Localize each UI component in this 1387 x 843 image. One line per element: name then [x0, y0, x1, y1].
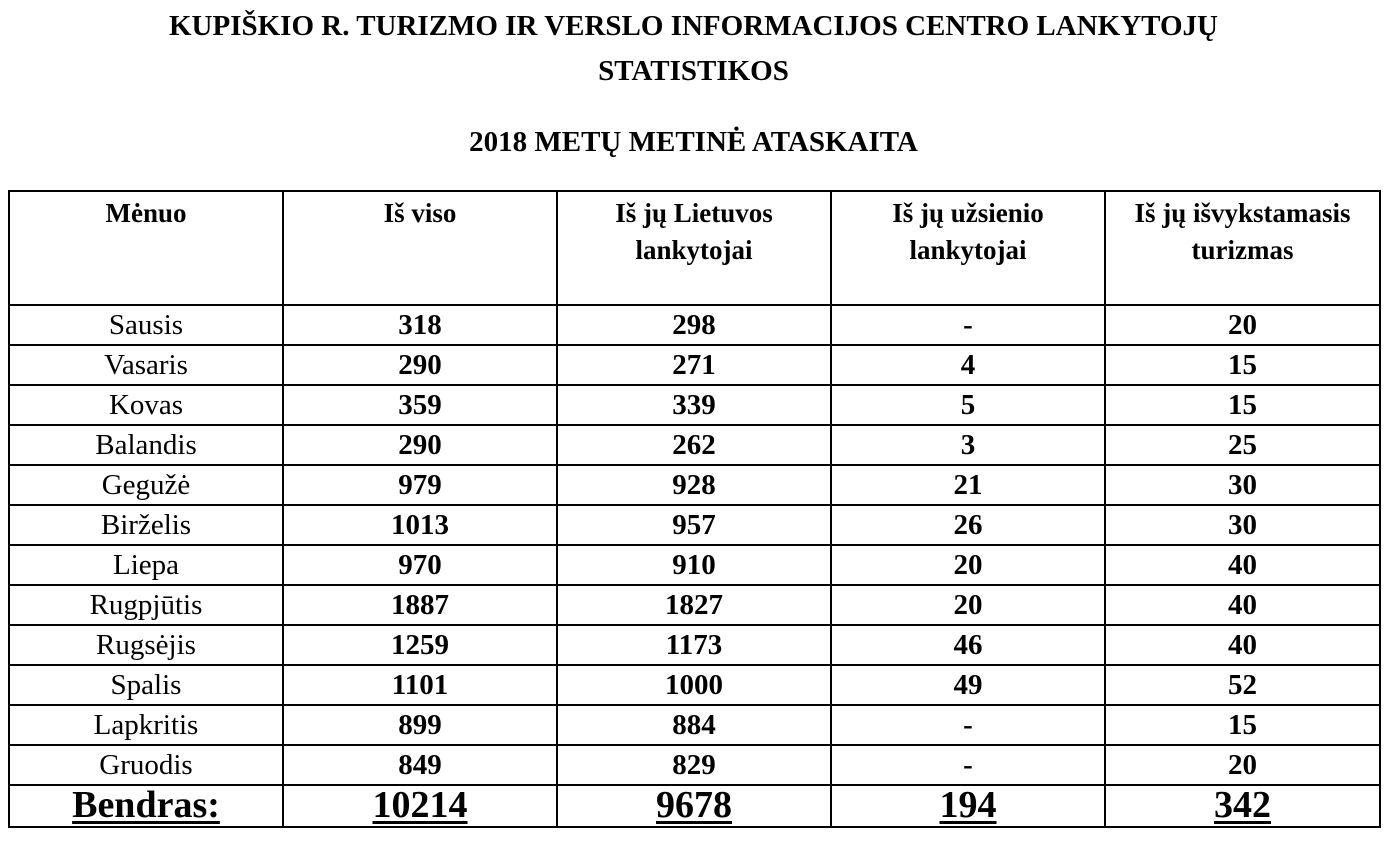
- title-line-2: STATISTIKOS: [598, 55, 789, 87]
- month-cell: Gruodis: [9, 745, 283, 785]
- outbound-tourism-cell: 52: [1105, 665, 1380, 705]
- outbound-tourism-cell: 30: [1105, 465, 1380, 505]
- outbound-total-cell: 342: [1105, 785, 1380, 827]
- foreign-visitors-cell: -: [831, 745, 1105, 785]
- total-cell: 970: [283, 545, 557, 585]
- total-label: Bendras:: [9, 785, 283, 827]
- total-cell: 849: [283, 745, 557, 785]
- month-cell: Liepa: [9, 545, 283, 585]
- total-cell: 1887: [283, 585, 557, 625]
- foreign-visitors-cell: 20: [831, 585, 1105, 625]
- table-row: [9, 465, 1380, 505]
- month-cell: Balandis: [9, 425, 283, 465]
- outbound-tourism-cell: 25: [1105, 425, 1380, 465]
- lithuanian-visitors-cell: 884: [557, 705, 831, 745]
- table-body: [9, 305, 1380, 827]
- foreign-total-cell: 194: [831, 785, 1105, 827]
- table-row: [9, 345, 1380, 385]
- month-cell: Kovas: [9, 385, 283, 425]
- foreign-visitors-cell: 21: [831, 465, 1105, 505]
- outbound-tourism-cell: 40: [1105, 585, 1380, 625]
- outbound-tourism-cell: 15: [1105, 345, 1380, 385]
- month-cell: Rugpjūtis: [9, 585, 283, 625]
- table-row: [9, 305, 1380, 345]
- month-cell: Sausis: [9, 305, 283, 345]
- foreign-visitors-cell: 46: [831, 625, 1105, 665]
- table-row: [9, 425, 1380, 465]
- total-cell: 318: [283, 305, 557, 345]
- month-cell: Lapkritis: [9, 705, 283, 745]
- outbound-tourism-cell: 30: [1105, 505, 1380, 545]
- document-subtitle: [0, 120, 1387, 165]
- outbound-tourism-cell: 20: [1105, 745, 1380, 785]
- lithuanian-visitors-cell: 829: [557, 745, 831, 785]
- foreign-visitors-cell: -: [831, 305, 1105, 345]
- column-header-month: Mėnuo: [9, 191, 283, 305]
- table-row: [9, 585, 1380, 625]
- month-cell: Spalis: [9, 665, 283, 705]
- table-row: [9, 665, 1380, 705]
- lithuanian-total-cell: 9678: [557, 785, 831, 827]
- table-header-row: [9, 191, 1380, 305]
- table-row: [9, 545, 1380, 585]
- month-cell: Birželis: [9, 505, 283, 545]
- total-cell: 359: [283, 385, 557, 425]
- foreign-visitors-cell: 3: [831, 425, 1105, 465]
- outbound-tourism-cell: 40: [1105, 625, 1380, 665]
- outbound-tourism-cell: 15: [1105, 385, 1380, 425]
- foreign-visitors-cell: 20: [831, 545, 1105, 585]
- lithuanian-visitors-cell: 298: [557, 305, 831, 345]
- outbound-tourism-cell: 15: [1105, 705, 1380, 745]
- outbound-tourism-cell: 40: [1105, 545, 1380, 585]
- title-line-1: KUPIŠKIO R. TURIZMO IR VERSLO INFORMACIJOS CENTRO LANKYTOJŲ: [169, 10, 1218, 42]
- document-title: [0, 4, 1387, 94]
- total-cell: 899: [283, 705, 557, 745]
- column-header-foreign-visitors: Iš jų užsienio lankytojai: [831, 191, 1105, 305]
- lithuanian-visitors-cell: 1827: [557, 585, 831, 625]
- total-row: [9, 785, 1380, 827]
- lithuanian-visitors-cell: 1000: [557, 665, 831, 705]
- lithuanian-visitors-cell: 910: [557, 545, 831, 585]
- total-cell: 1013: [283, 505, 557, 545]
- month-cell: Gegužė: [9, 465, 283, 505]
- lithuanian-visitors-cell: 262: [557, 425, 831, 465]
- foreign-visitors-cell: -: [831, 705, 1105, 745]
- total-cell: 290: [283, 345, 557, 385]
- total-cell: 290: [283, 425, 557, 465]
- lithuanian-visitors-cell: 928: [557, 465, 831, 505]
- table-row: [9, 505, 1380, 545]
- foreign-visitors-cell: 5: [831, 385, 1105, 425]
- column-header-lithuanian-visitors: Iš jų Lietuvos lankytojai: [557, 191, 831, 305]
- column-header-outbound-tourism: Iš jų išvykstamasis turizmas: [1105, 191, 1380, 305]
- foreign-visitors-cell: 4: [831, 345, 1105, 385]
- month-cell: Rugsėjis: [9, 625, 283, 665]
- total-cell: 979: [283, 465, 557, 505]
- column-header-total: Iš viso: [283, 191, 557, 305]
- lithuanian-visitors-cell: 339: [557, 385, 831, 425]
- grand-total-cell: 10214: [283, 785, 557, 827]
- report-subtitle: 2018 METŲ METINĖ ATASKAITA: [469, 126, 918, 158]
- lithuanian-visitors-cell: 957: [557, 505, 831, 545]
- visitor-statistics-table: [8, 190, 1381, 828]
- outbound-tourism-cell: 20: [1105, 305, 1380, 345]
- total-cell: 1101: [283, 665, 557, 705]
- table-row: [9, 745, 1380, 785]
- lithuanian-visitors-cell: 271: [557, 345, 831, 385]
- foreign-visitors-cell: 26: [831, 505, 1105, 545]
- month-cell: Vasaris: [9, 345, 283, 385]
- table-row: [9, 385, 1380, 425]
- total-cell: 1259: [283, 625, 557, 665]
- table-row: [9, 705, 1380, 745]
- foreign-visitors-cell: 49: [831, 665, 1105, 705]
- lithuanian-visitors-cell: 1173: [557, 625, 831, 665]
- table-row: [9, 625, 1380, 665]
